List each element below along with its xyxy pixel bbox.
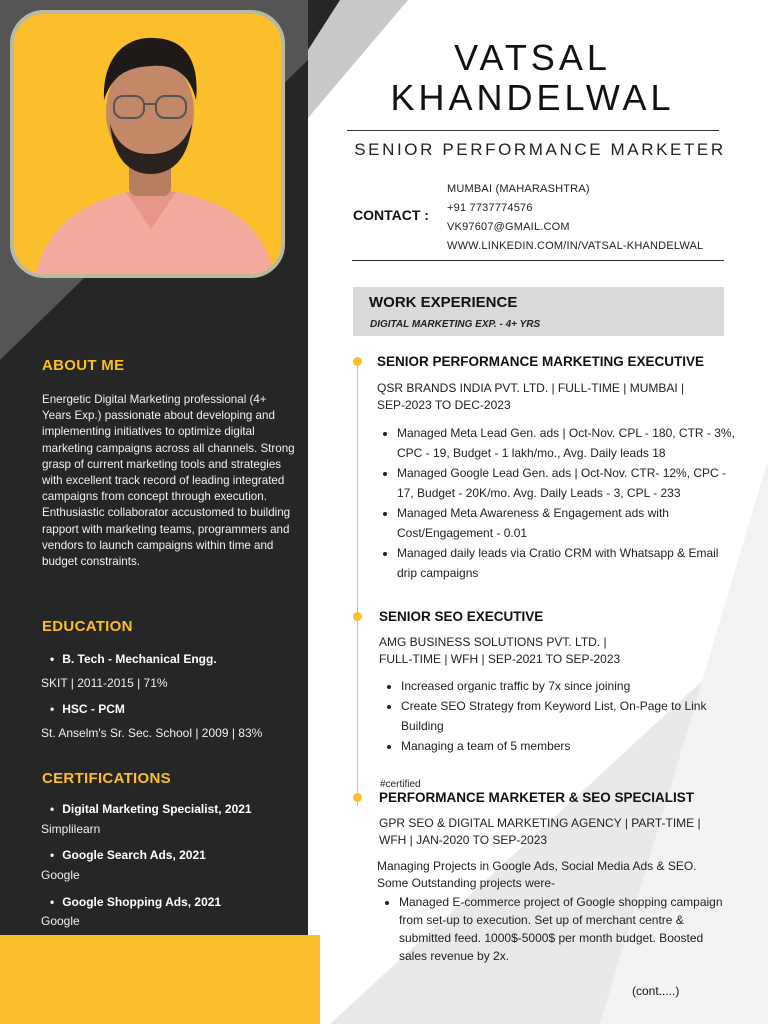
job-intro xyxy=(377,858,697,892)
education-detail: SKIT | 2011-2015 | 71% xyxy=(41,676,168,690)
timeline-dot xyxy=(353,612,362,621)
job-meta xyxy=(379,634,620,668)
job-bullet: • Create SEO Strategy from Keyword List, On-Page to Link Building xyxy=(401,696,711,736)
job-title: SENIOR PERFORMANCE MARKETER xyxy=(354,140,726,159)
job-intro-line: Managing Projects in Google Ads, Social Media Ads & SEO. xyxy=(377,859,697,873)
last-name: KHANDELWAL xyxy=(390,77,675,118)
about-text: Energetic Digital Marketing professional (4+ Years Exp.) passionate about developing and implementing initiatives to optimize digital marketing campaigns across all channels. Strong grasp of current marketing tools and strategies with excellent track record of leading integrated campaigns from concept through execution. Enthusiastic collaborator accustomed to building rapport with marketing teams, programmers and vendors to launch campaigns within time and budget constraints. xyxy=(42,393,295,569)
job-bullet: • Managed Meta Lead Gen. ads | Oct-Nov. CPL - 180, CTR - 3%, CPC - 19, Budget - 1 lakh/mo., Avg. Daily leads 18 xyxy=(397,423,737,463)
job-meta xyxy=(377,380,684,414)
job-heading: SENIOR SEO EXECUTIVE xyxy=(379,609,544,624)
work-experience-subtitle: DIGITAL MARKETING EXP. - 4+ YRS xyxy=(370,319,541,330)
contact-location: MUMBAI (MAHARASHTRA) xyxy=(447,183,590,195)
education-detail: St. Anselm's Sr. Sec. School | 2009 | 83% xyxy=(41,726,263,740)
contact-label: CONTACT : xyxy=(353,207,429,223)
job-meta-line: AMG BUSINESS SOLUTIONS PVT. LTD. | xyxy=(379,635,607,649)
job-intro-line: Some Outstanding projects were- xyxy=(377,876,556,890)
job-meta-line: FULL-TIME | WFH | SEP-2021 TO SEP-2023 xyxy=(379,652,621,666)
job-bullets xyxy=(379,893,724,965)
timeline-dot xyxy=(353,793,362,802)
timeline-dot xyxy=(353,357,362,366)
job-bullet: • Managed daily leads via Cratio CRM with Whatsapp & Email drip campaigns xyxy=(397,543,737,583)
continued-note: (cont.....) xyxy=(632,984,680,998)
divider-bottom xyxy=(352,260,724,261)
about-heading: ABOUT ME xyxy=(42,357,125,374)
first-name: VATSAL xyxy=(454,37,611,78)
certification-item: • Google Search Ads, 2021 xyxy=(50,848,206,862)
job-meta-line: GPR SEO & DIGITAL MARKETING AGENCY | PART-TIME | xyxy=(379,816,701,830)
divider-top xyxy=(347,130,719,131)
education-item: • HSC - PCM xyxy=(50,702,125,716)
job-meta-line: SEP-2023 TO DEC-2023 xyxy=(377,398,511,412)
yellow-footer-block xyxy=(0,935,320,1024)
education-heading: EDUCATION xyxy=(42,618,133,635)
job-meta-line: QSR BRANDS INDIA PVT. LTD. | FULL-TIME | MUMBAI | xyxy=(377,381,685,395)
certification-issuer: Google xyxy=(41,868,80,882)
work-experience-header xyxy=(353,287,724,336)
certification-item: • Google Shopping Ads, 2021 xyxy=(50,895,221,909)
job-heading: PERFORMANCE MARKETER & SEO SPECIALIST xyxy=(379,790,695,805)
certifications-heading: CERTIFICATIONS xyxy=(42,770,171,787)
contact-phone[interactable]: +91 7737774576 xyxy=(447,202,533,214)
contact-list xyxy=(447,180,703,256)
job-bullets xyxy=(381,676,711,756)
certification-item: • Digital Marketing Specialist, 2021 xyxy=(50,802,252,816)
job-meta-line: WFH | JAN-2020 TO SEP-2023 xyxy=(379,833,548,847)
certification-issuer: Google xyxy=(41,914,80,928)
job-bullet: • Managing a team of 5 members xyxy=(401,736,711,756)
job-bullet: • Managed Meta Awareness & Engagement ads with Cost/Engagement - 0.01 xyxy=(397,503,737,543)
work-experience-title: WORK EXPERIENCE xyxy=(369,294,518,311)
person-name xyxy=(340,38,725,118)
job-bullet: • Increased organic traffic by 7x since joining xyxy=(401,676,711,696)
job-bullets xyxy=(377,423,737,583)
job-bullet: • Managed Google Lead Gen. ads | Oct-Nov. CTR- 12%, CPC - 17, Budget - 20K/mo. Avg. Daily Leads - 3, CPL - 233 xyxy=(397,463,737,503)
job-heading: SENIOR PERFORMANCE MARKETING EXECUTIVE xyxy=(377,354,705,369)
timeline-line xyxy=(357,362,358,807)
profile-photo xyxy=(10,10,285,278)
education-item: • B. Tech - Mechanical Engg. xyxy=(50,652,217,666)
job-bullet: • Managed E-commerce project of Google shopping campaign from set-up to execution. Set up of merchant centre & submitted feed. 1000$-5000$ per month budget. Boosted sales revenue by 2x. xyxy=(399,893,724,965)
certification-issuer: Simplilearn xyxy=(41,822,101,836)
job-meta xyxy=(379,815,701,849)
contact-email[interactable]: VK97607@GMAIL.COM xyxy=(447,221,570,233)
contact-linkedin[interactable]: WWW.LINKEDIN.COM/IN/VATSAL-KHANDELWAL xyxy=(447,240,704,252)
certified-tag: #certified xyxy=(380,779,421,790)
